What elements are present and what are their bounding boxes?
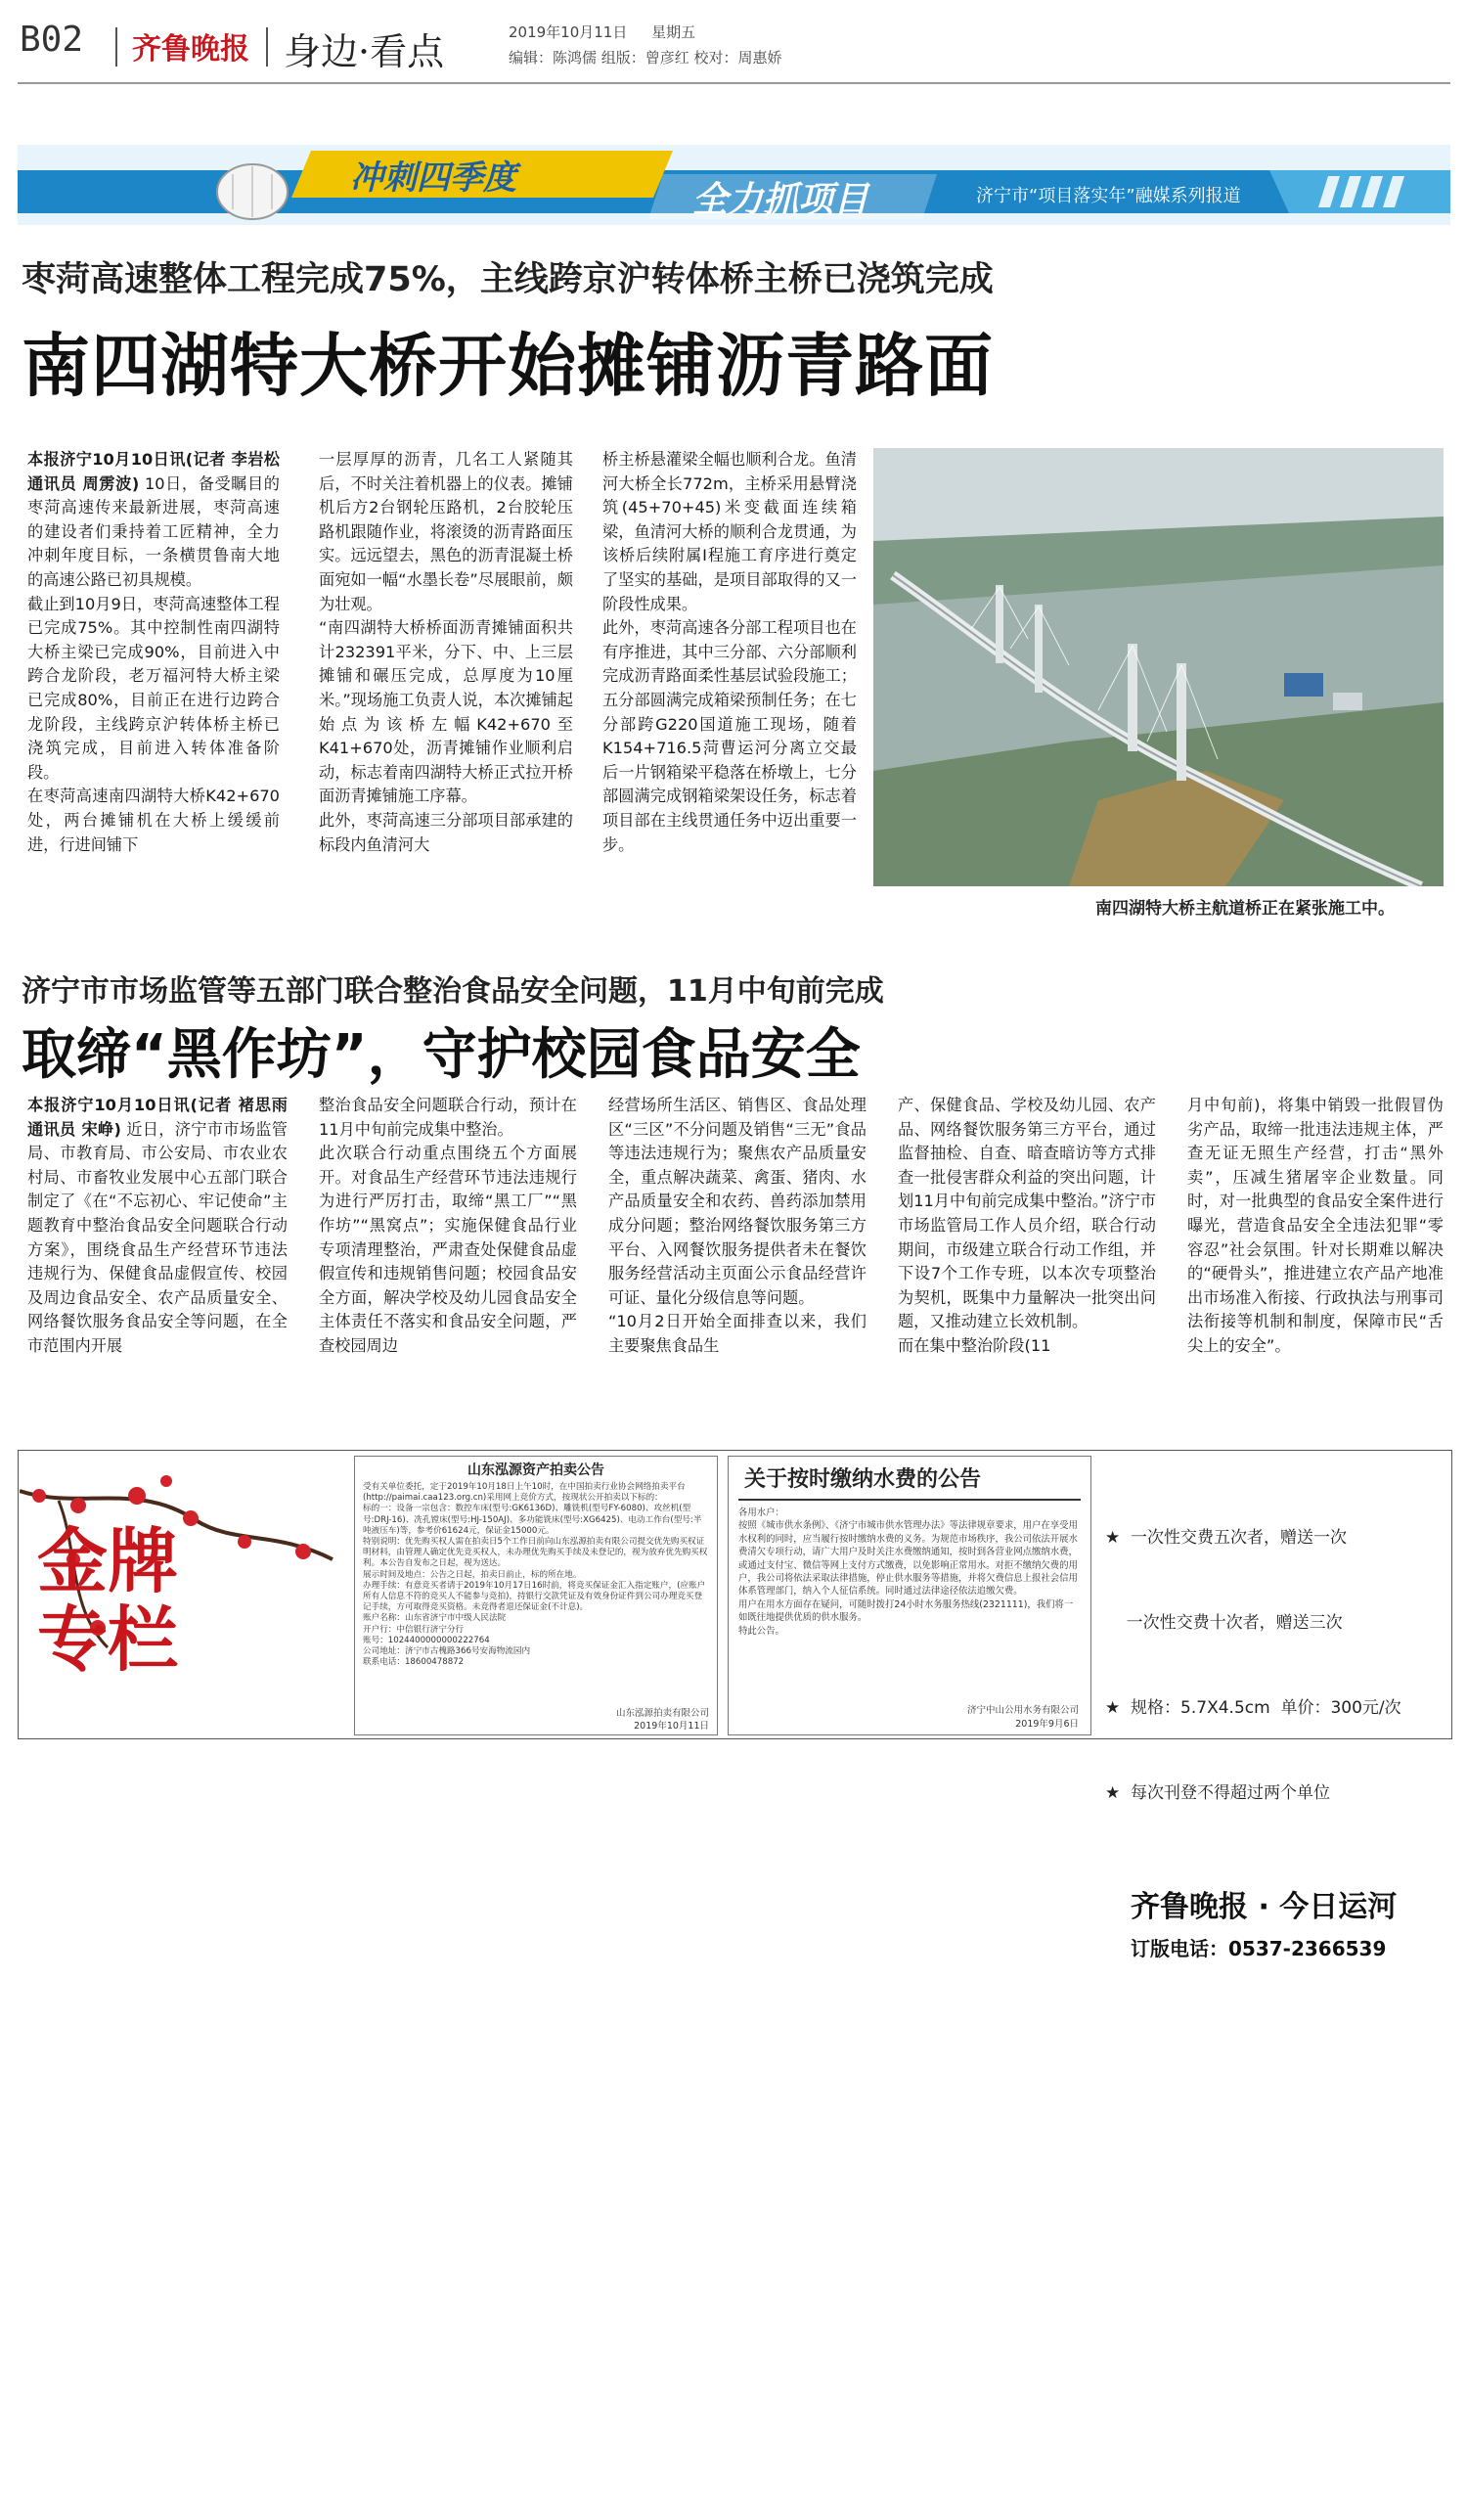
article2-column-3: 经营场所生活区、销售区、食品处理区“三区”不分问题及销售“三无”食品等违法违规行为；聚焦农产品质量安全，重点解决蔬菜、禽蛋、猪肉、水产品质量安全和农药、兽药添加禁用成分问题；整治网络餐饮服务第三方平台、入网餐饮服务提供者未在餐饮服务经营活动主页面公示食品经营许可证、量化分级信息等问题。 “10月2日开始全面排查以来，我们主要聚焦食品生 — [608, 1096, 867, 1355]
promo-item: ★ 每次刊登不得超过两个单位 — [1105, 1783, 1331, 1803]
auction-footer-date: 2019年10月11日 — [634, 1721, 709, 1732]
golden-column-title: 金牌专栏 — [37, 1519, 179, 1681]
article1-column-3: 桥主桥悬灌梁全幅也顺利合龙。鱼清河大桥全长772m，主桥采用悬臂浇筑(45+70+45)米变截面连续箱梁，鱼清河大桥的顺利合龙贯通，为该桥后续附属I程施工育序进行奠定了坚实的基础，是项目部取得的又一阶段性成果。 此外，枣菏高速各分部工程项目也在有序推进，其中三分部、六分部顺利完成沥青路面柔性基层试验段施工；五分部圆满完成箱梁预制任务；在七分部跨G220国道施工现场，随着K154+716.5菏曹运河分离立交最后一片钢箱梁平稳落在桥墩上，七分部圆满完成钢箱梁架设任务，标志着项目部在主线贯通任务中迈出重要一步。 — [602, 450, 857, 854]
article1-title: 南四湖特大桥开始摊铺沥青路面 — [22, 326, 994, 406]
article2-title: 取缔“黑作坊”，守护校园食品安全 — [22, 1023, 861, 1087]
article1-column-1 — [27, 448, 280, 857]
photo-caption: 南四湖特大桥主航道桥正在紧张施工中。 — [1095, 899, 1395, 919]
article1-col1-text: 10日，备受瞩目的枣菏高速传来最新进展，枣菏高速的建设者们秉持着工匠精神，全力冲刺年度目标，一条横贯鲁南大地的高速公路已初具规模。 截止到10月9日，枣菏高速整体工程已完成75%。其中控制性南四湖特大桥主梁已完成90%，目前进入中跨合龙阶段，老万福河特大桥主梁已完成80%，目前正在进行边跨合龙阶段，主线跨京沪转体桥主桥已浇筑完成，目前进入转体准备阶段。 在枣菏高速南四湖特大桥K42+670处，两台摊铺机在大桥上缓缓前进，行进间铺下 — [27, 473, 280, 854]
auction-footer-org: 山东泓源拍卖有限公司 — [615, 1708, 709, 1719]
issue-date-line — [509, 22, 695, 42]
article1-subtitle: 枣菏高速整体工程完成75%，主线跨京沪转体桥主桥已浇筑完成 — [22, 260, 994, 299]
article1-column-2: 一层厚厚的沥青，几名工人紧随其后，不时关注着机器上的仪表。摊铺机后方2台钢轮压路机，2台胶轮压路机跟随作业，将滚烫的沥青路面压实。远远望去，黑色的沥青混凝土桥面宛如一幅“水墨长卷”尽展眼前，颇为壮观。 “南四湖特大桥桥面沥青摊铺面积共计232391平米，分下、中、上三层摊铺和碾压完成，总厚度为10厘米。”现场施工负责人说，本次摊铺起始点为该桥左幅K42+670至K41+670处，沥青摊铺作业顺利启动，标志着南四湖特大桥正式拉开桥面沥青摊铺施工序幕。 此外，枣菏高速三分部项目部承建的标段内鱼清河大 — [319, 450, 573, 854]
water-title-rule — [738, 1499, 1081, 1501]
promo-phone: 订版电话：0537-2366539 — [1131, 1937, 1387, 1960]
section-title: 身边·看点 — [284, 30, 445, 73]
bridge-photo — [873, 448, 1444, 886]
article2-column-5: 月中旬前)，将集中销毁一批假冒伪劣产品，取缔一批违法违规主体，严查无证无照生产经营，打击“黑外卖”，压减生猪屠宰企业数量。同时，对一批典型的食品安全案件进行曝光，营造食品安全全违法犯罪“零容忍”社会氛围。针对长期难以解决的“硬骨头”，推进建立农产品产地准出市场准入衔接、行政执法与刑事司法衔接等机制和制度，保障市民“舌尖上的安全”。 — [1187, 1096, 1444, 1355]
article2-byline: 本报济宁10月10日讯(记者 褚思雨 通讯员 宋峥) — [27, 1096, 288, 1139]
water-footer-org: 济宁中山公用水务有限公司 — [966, 1705, 1079, 1716]
banner-tag-1: 冲刺四季度 — [350, 158, 516, 198]
article2-column-1 — [27, 1094, 288, 1359]
issue-date: 2019年10月11日 — [509, 23, 628, 41]
promo-brand: 齐鲁晚报 · 今日运河 — [1131, 1890, 1398, 1924]
auction-title: 山东泓源资产拍卖公告 — [467, 1462, 604, 1478]
banner-tag-2: 全力抓项目 — [692, 180, 869, 220]
water-footer-date: 2019年9月6日 — [1015, 1719, 1079, 1730]
promo-list — [1105, 1467, 1444, 1865]
page-number: B02 — [20, 20, 84, 60]
promo-item: ★ 一次性交费五次者，赠送一次 — [1105, 1528, 1348, 1548]
water-fee-notice — [728, 1456, 1091, 1735]
header-divider — [266, 27, 268, 67]
header-divider — [115, 27, 117, 67]
promo-item: 一次性交费十次者，赠送三次 — [1105, 1613, 1343, 1633]
water-body: 各用水户： 按照《城市供水条例》、《济宁市城市供水管理办法》等法律规章要求，用户在享受用水权利的同时，应当履行按时缴纳水费的义务。为规范市场秩序，我公司依法开展水费清欠专项行动，请广大用户及时关注水费缴纳通知，按时到各营业网点缴纳水费，或通过支付宝、微信等网上支付方式缴费，以免影响正常用水。对拒不缴纳欠费的用户，我公司将依法采取法律措施，停止供水服务等措施，并将欠费信息上报社会信用体系管理部门，纳入个人征信系统。同时通过法律途径依法追缴欠费。 用户在用水方面存在疑问，可随时拨打24小时水务服务热线(2321111)，我们将一如既往地提供优质的供水服务。 特此公告。 — [738, 1508, 1078, 1637]
bridge-photo-graphic — [873, 448, 1444, 886]
header-rule — [18, 82, 1450, 84]
fist-icon — [217, 164, 288, 219]
promo-item: ★ 规格：5.7X4.5cm 单价：300元/次 — [1105, 1698, 1401, 1718]
golden-column-ad — [20, 1452, 342, 1735]
newspaper-logo: 齐鲁晚报 — [132, 32, 249, 67]
article2-column-4: 产、保健食品、学校及幼儿园、农产品、网络餐饮服务第三方平台，通过监督抽检、自查、暗查暗访等方式排查一批侵害群众利益的突出问题，计划11月中旬前完成集中整治。”济宁市市场监管局工作人员介绍，联合行动期间，市级建立联合行动工作组，并下设7个工作专班，以本次专项整治为契机，既集中力量解决一批突出问题，又推动建立长效机制。 而在集中整治阶段(11 — [898, 1096, 1156, 1355]
editors-line: 编辑：陈鸿儒 组版：曾彦红 校对：周惠娇 — [509, 49, 782, 67]
issue-weekday: 星期五 — [651, 23, 696, 41]
article2-subtitle: 济宁市市场监管等五部门联合整治食品安全问题，11月中旬前完成 — [22, 974, 884, 1009]
article1-byline: 本报济宁10月10日讯(记者 李岩松 通讯员 周雳波) — [27, 450, 280, 493]
campaign-banner — [18, 145, 1450, 225]
ad-promo — [1101, 1456, 1444, 1960]
water-title: 关于按时缴纳水费的公告 — [744, 1467, 982, 1492]
auction-body: 受有关单位委托，定于2019年10月18日上午10时，在中国拍卖行业协会网络拍卖平台(http://paimai.caa123.org.cn)采用网上竞价方式，按现状公开拍卖以下标的： 标的一：设备一宗包含：数控车床(型号:GK6136D)、雕铣机(型号FY-6080)、攻丝机(型号:DRJ-16)、冼孔镗床(型号:HJ-150AJ)、多功能铣床(型号:XG6425)、电动工作台(型号:半吨液压车)等，参考价61624元，保证金15000元。 特别说明：优先购买权人需在拍卖日5个工作日前向山东泓源拍卖有限公司提交优先购买权证明材料，由管理人确定优先竞买权人，未办理优先购买手续及未登记的，视为放弃优先购买权利。本公告自发布之日起，视为送达。 展示时间及地点：公告之日起，拍卖日前止，标的所在地。 办理手续：有意竞买者请于2019年10月17日16时前，将竞买保证金汇入指定账户，(应账户所有人信息不符的竞买人不能参与竞拍)，持银行交款凭证及有效身份证件到公司办理竞买登记手续，方可取得竞买资格。未竞得者退还保证金(不计息)。 账户名称：山东省济宁市中级人民法院 开户行：中信银行济宁分行 账号：1024400000000222764 公司地址：济宁市古槐路366号安海物流园内 联系电话：18600478872 — [363, 1482, 708, 1668]
auction-notice — [354, 1456, 718, 1735]
article2-column-2: 整治食品安全问题联合行动，预计在11月中旬前完成集中整治。 此次联合行动重点围绕五个方面展开。对食品生产经营环节违法违规行为进行严厉打击，取缔“黑工厂”“黑作坊”“黑窝点”；实施保健食品行业专项清理整治，严肃查处保健食品虚假宣传和违规销售问题；校园食品安全方面，解决学校及幼儿园食品安全主体责任不落实和食品安全问题，严查校园周边 — [319, 1096, 577, 1355]
banner-series: 济宁市“项目落实年”融媒系列报道 — [976, 186, 1241, 206]
article2-col1-text: 近日，济宁市市场监管局、市教育局、市公安局、市农业农村局、市畜牧业发展中心五部门联合制定了《在“不忘初心、牢记使命”主题教育中整治食品安全问题联合行动方案》，围绕食品生产经营环节违法违规行为、保健食品虚假宣传、校园及周边食品安全、农产品质量安全、网络餐饮服务食品安全等问题，在全市范围内开展 — [27, 1119, 288, 1355]
